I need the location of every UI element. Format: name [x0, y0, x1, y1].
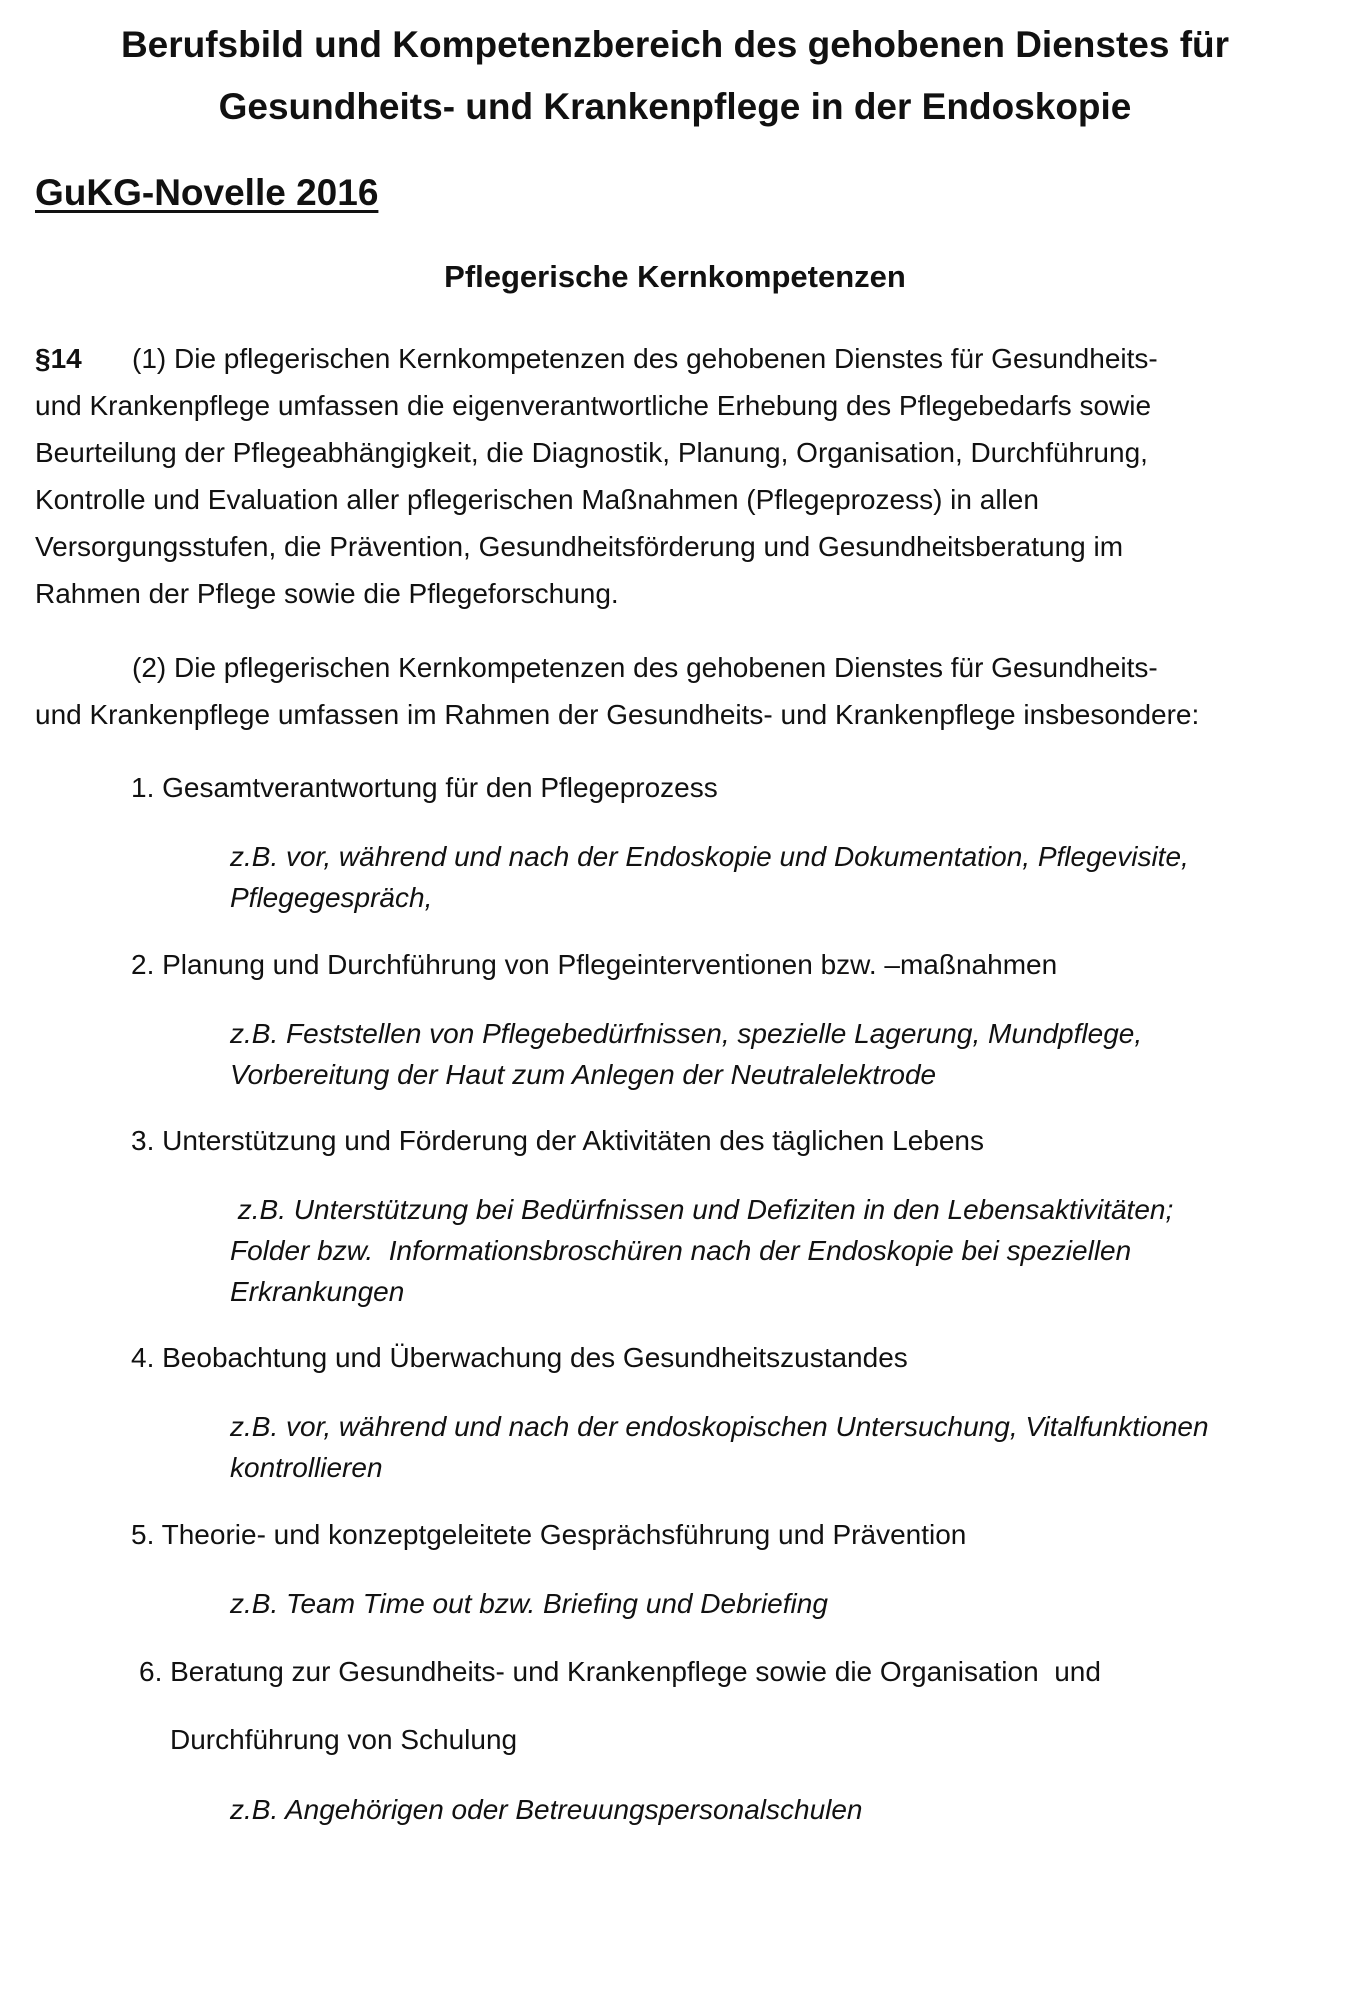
- paragraph-1: [35, 335, 1335, 617]
- example-line: z.B. Team Time out bzw. Briefing und Debriefing: [230, 1588, 828, 1619]
- list-item-6: 6. Beratung zur Gesundheits- und Krankenpflege sowie die Organisation und: [139, 1656, 1101, 1687]
- example-line: Folder bzw. Informationsbroschüren nach der Endoskopie bei speziellen: [230, 1235, 1132, 1266]
- subtitle-novelle: GuKG-Novelle 2016: [35, 172, 379, 213]
- list-item-1: 1. Gesamtverantwortung für den Pflegeprozess: [131, 772, 718, 803]
- document-title: [40, 14, 1310, 138]
- list-item-2: 2. Planung und Durchführung von Pflegeinterventionen bzw. –maßnahmen: [131, 949, 1058, 980]
- list-item-2-example: [230, 1013, 1142, 1095]
- example-line: Erkrankungen: [230, 1276, 405, 1307]
- list-item-4: 4. Beobachtung und Überwachung des Gesundheitszustandes: [131, 1342, 908, 1373]
- list-item-1-example: [230, 836, 1189, 918]
- example-line: z.B. vor, während und nach der endoskopischen Untersuchung, Vitalfunktionen: [230, 1411, 1209, 1442]
- example-line: kontrollieren: [230, 1452, 383, 1483]
- paragraph-2-line-1: [35, 644, 1335, 691]
- example-line: z.B. Unterstützung bei Bedürfnissen und Defiziten in den Lebensaktivitäten;: [230, 1194, 1174, 1225]
- paragraph-1-line-1: [35, 335, 1335, 382]
- list-item-6-example: [230, 1789, 863, 1830]
- paragraph-2: [35, 644, 1335, 738]
- title-line-1: Berufsbild und Kompetenzbereich des gehobenen Dienstes für: [120, 24, 1230, 65]
- example-line: Vorbereitung der Haut zum Anlegen der Neutralelektrode: [230, 1059, 937, 1090]
- list-item-3: 3. Unterstützung und Förderung der Aktivitäten des täglichen Lebens: [131, 1125, 984, 1156]
- paragraph-1-line-2: und Krankenpflege umfassen die eigenverantwortliche Erhebung des Pflegebedarfs sowie: [35, 390, 1152, 421]
- list-item-4-example: [230, 1406, 1209, 1488]
- list-item-5-example: [230, 1583, 828, 1624]
- section-number: §14: [35, 343, 82, 374]
- paragraph-1-line-3: Beurteilung der Pflegeabhängigkeit, die Diagnostik, Planung, Organisation, Durchführung,: [35, 437, 1148, 468]
- paragraph-1-line-6: Rahmen der Pflege sowie die Pflegeforschung.: [35, 578, 619, 609]
- list-item-5: 5. Theorie- und konzeptgeleitete Gesprächsführung und Prävention: [131, 1519, 967, 1550]
- paragraph-2-text: (2) Die pflegerischen Kernkompetenzen des gehobenen Dienstes für Gesundheits-: [132, 652, 1158, 683]
- example-line: z.B. Angehörigen oder Betreuungspersonalschulen: [230, 1794, 863, 1825]
- section-heading: Pflegerische Kernkompetenzen: [444, 259, 906, 294]
- paragraph-2-line-2: und Krankenpflege umfassen im Rahmen der Gesundheits- und Krankenpflege insbesondere:: [35, 699, 1200, 730]
- paragraph-1-line-4: Kontrolle und Evaluation aller pflegerischen Maßnahmen (Pflegeprozess) in allen: [35, 484, 1039, 515]
- paragraph-1-text: (1) Die pflegerischen Kernkompetenzen des gehobenen Dienstes für Gesundheits-: [132, 343, 1158, 374]
- paragraph-1-line-5: Versorgungsstufen, die Prävention, Gesundheitsförderung und Gesundheitsberatung im: [35, 531, 1124, 562]
- list-item-3-example: [230, 1189, 1173, 1312]
- example-line: z.B. vor, während und nach der Endoskopie und Dokumentation, Pflegevisite,: [230, 841, 1189, 872]
- list-item-6-continuation: Durchführung von Schulung: [170, 1724, 518, 1755]
- title-line-2: Gesundheits- und Krankenpflege in der Endoskopie: [218, 86, 1132, 127]
- example-line: z.B. Feststellen von Pflegebedürfnissen, spezielle Lagerung, Mundpflege,: [230, 1018, 1143, 1049]
- example-line: Pflegegespräch,: [230, 882, 433, 913]
